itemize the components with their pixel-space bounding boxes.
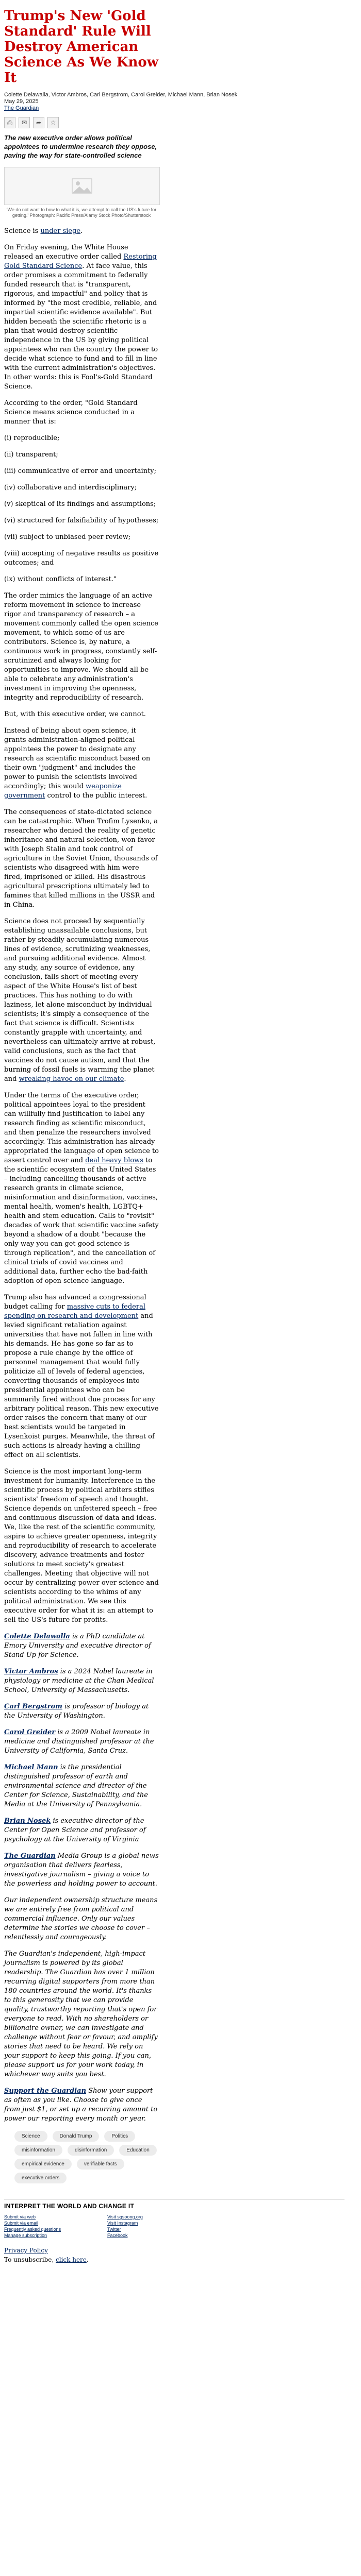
paragraph: [4, 243, 159, 392]
author-bio: [4, 1728, 159, 1756]
paragraph: [4, 450, 159, 460]
article-title[interactable]: Trump's New 'Gold Standard' Rule Will Destroy American Science As We Know It: [4, 8, 159, 86]
author-bios: [4, 1632, 314, 1844]
paragraph-text: (ix) without conflicts of interest.": [4, 575, 117, 583]
paragraph-text: (viii) accepting of negative results as positive outcomes; and: [4, 550, 159, 567]
footer-link[interactable]: Frequently asked questions: [4, 2227, 61, 2232]
bio-name-link[interactable]: Michael Mann: [4, 1764, 58, 1771]
paragraph-text: But, with this executive order, we cannot.: [4, 710, 146, 718]
paragraph-text: The order mimics the language of an active reform movement in science to increase rigor and transparency of research – a movement commonly called the open science movement, to which some of us are contributors. Science is, by nature, a continuous work in progress, constantly self-scrutinized and always looking for opportunities to improve. We should all be able to celebrate any administration's investment in improving the openness, integrity and reproducibility of research.: [4, 592, 158, 702]
paragraph-text: .: [124, 1075, 126, 1083]
inline-link[interactable]: wreaking havoc on our climate: [19, 1075, 124, 1083]
tag-pill[interactable]: Donald Trump: [53, 2131, 100, 2142]
tag-pill[interactable]: disinformation: [68, 2145, 114, 2156]
tag-pill[interactable]: empirical evidence: [14, 2159, 72, 2170]
author-bio: [4, 1667, 159, 1695]
paragraph-text: (v) skeptical of its findings and assumptions;: [4, 500, 156, 508]
guardian-pitch: [4, 1852, 314, 2124]
paragraph-text: control to the public interest.: [45, 792, 147, 800]
tag-pill[interactable]: misinformation: [14, 2145, 62, 2156]
bio-name-link[interactable]: Carol Greider: [4, 1728, 56, 1736]
footer-link[interactable]: Visit sgsoong.org: [107, 2214, 143, 2219]
pitch-paragraph: [4, 1852, 159, 1889]
footer-link[interactable]: Submit via email: [4, 2221, 39, 2226]
paragraph-text: (vi) structured for falsifiability of hypotheses;: [4, 517, 159, 524]
print-icon[interactable]: ⎙: [4, 117, 15, 128]
pitch-paragraph: [4, 1896, 159, 1942]
author-bio: [4, 1632, 159, 1660]
paragraph: [4, 710, 159, 719]
bookmark-icon[interactable]: ☆: [47, 117, 59, 128]
paragraph: [4, 1293, 159, 1460]
inline-link[interactable]: Restoring Gold Standard Science: [4, 253, 157, 270]
paragraph-text: Science does not proceed by sequentially establishing unassailable conclusions, but rather by steadily accumulating numerous lines of evidence, scrutinizing weaknesses, and pursuing additional evidence. Almost any study, any source of evidence, any conclusion, falls short of meeting every aspect of the White House's list of best practices. This has nothing to do with laziness, let alone misconduct by individual scientists; it's simply a consequence of the fact that science is difficult. Scientists constantly grapple with uncertainty, and nevertheless can ultimately arrive at robust, valid conclusions, such as the fact that vaccines do not cause autism, and that the burning of fossil fuels is warming the planet and: [4, 918, 156, 1083]
paragraph-text: On Friday evening, the White House released an executive order called: [4, 244, 128, 261]
hero-image: [4, 167, 160, 205]
paragraph-text: Science is: [4, 227, 41, 235]
paragraph: [4, 227, 159, 236]
bio-text: is a 2009 Nobel laureate in medicine and distinguished professor at the University of California, Santa Cruz.: [4, 1728, 154, 1755]
paragraph: [4, 726, 159, 801]
pitch-text: The Guardian's independent, high-impact journalism is powered by its global readership. The Guardian has over 1 million recurring digital supporters from more than 180 countries around the world. It's thanks to this generosity that we can provide quality, trustworthy reporting that's open for everyone to read. With no shareholders or billionaire owner, we can investigate and challenge without fear or favour, and amplify stories that need to be heard. We rely on your support to keep this going. If you can, please support us for your work today, in whichever way suits you best.: [4, 1950, 158, 2078]
paragraph-text: (i) reproducible;: [4, 434, 60, 442]
bio-text: is a 2024 Nobel laureate in physiology or medicine at the Chan Medical School, University of Massachusetts.: [4, 1668, 154, 1694]
paragraph-text: . At face value, this order promises a commitment to federally funded research that is "transparent, rigorous, and impactful" and policy that is informed by "the most credible, reliable, and impartial scientific evidence available". But hidden beneath the scientific rhetoric is a plan that would destroy scientific independence in the US by giving political appointees who ran the country the power to decide what science to fund and to fill in line with the current administration's objectives. In other words: this is Fool's-Gold Standard Science.: [4, 262, 158, 391]
paragraph: [4, 549, 159, 568]
pitch-paragraph: [4, 1950, 159, 2079]
bio-text: is executive director of the Center for Open Science and professor of psychology at the University of Virginia: [4, 1817, 146, 1843]
unsubscribe-text: To unsubscribe,: [4, 2256, 56, 2263]
paragraph-text: Under the terms of the executive order, political appointees loyal to the president can willfully find justification to label any research finding as scientific misconduct, and then penalize the researchers involved accordingly. This administration has already appropriated the language of open science to assert control over and: [4, 1092, 159, 1164]
bio-name-link[interactable]: Carl Bergstrom: [4, 1703, 62, 1710]
pitch-link[interactable]: The Guardian: [4, 1852, 56, 1860]
pitch-text: Media Group is a global news organisation that delivers fearless, investigative journalism – giving a voice to the powerless and holding power to account.: [4, 1852, 159, 1888]
paragraph-text: According to the order, "Gold Standard Science means science conducted in a manner that is:: [4, 399, 138, 426]
inline-link[interactable]: deal heavy blows: [85, 1157, 143, 1164]
unsubscribe-link[interactable]: click here: [56, 2256, 87, 2263]
paragraph-text: The consequences of state-dictated science can be catastrophic. When Trofim Lysenko, a researcher who denied the reality of genetic inheritance and natural selection, won favor with Joseph Stalin and took control of agriculture in the Soviet Union, thousands of scientists who disagreed with him were fired, imprisoned or killed. His disastrous agricultural prescriptions ultimately led to famines that killed millions in the USSR and in China.: [4, 808, 158, 909]
paragraph-text: (ii) transparent;: [4, 451, 58, 459]
share-icons: [4, 117, 314, 128]
footer: [0, 2199, 361, 2239]
bio-text: is professor of biology at the University of Washington.: [4, 1703, 149, 1720]
inline-link[interactable]: massive cuts to federal spending on research and development: [4, 1303, 145, 1320]
paragraph: [4, 483, 159, 493]
footer-heading: INTERPRET THE WORLD AND CHANGE IT: [4, 2202, 135, 2210]
share-icon[interactable]: ➦: [33, 117, 44, 128]
image-caption: 'We do not want to bow to what it is, we attempt to call the US's future for getting.' Photograph: Pacific Press/Alamy Stock Photo/Shutterstock: [6, 207, 157, 218]
paragraph: [4, 500, 159, 509]
paragraph-text: Science is the most important long-term investment for humanity. Interference in the scientific process by political arbiters stifles scientists' freedom of speech and thought. Science depends on unfettered speech – free and continuous discussion of data and ideas. We, like the rest of the scientific community, aspire to achieve greater openness, integrity and reproducibility of research to accelerate discovery, advance treatments and foster solutions to meet society's greatest challenges. Meeting that objective will not occur by centralizing power over science and scientists according to the whims of any political administration. We see this executive order for what it is: an attempt to sell the US's future for profits.: [4, 1468, 159, 1624]
paragraph: [4, 399, 159, 427]
unsubscribe-line: [4, 2255, 357, 2264]
byline: [4, 92, 314, 112]
image-placeholder-icon: [72, 178, 92, 194]
tag-pill[interactable]: Politics: [104, 2131, 135, 2142]
footer-col-2: [107, 2214, 190, 2239]
paragraph: [4, 591, 159, 703]
author-bio: [4, 1702, 159, 1721]
paragraph: [4, 808, 159, 910]
paragraph: [4, 434, 159, 443]
paragraph: [4, 917, 159, 1084]
paragraph-text: Instead of being about open science, it grants administration-aligned political appointees the power to designate any research as scientific misconduct based on their own "judgment" and includes the power to punish the scientists involved accordingly; this would: [4, 727, 151, 790]
email-icon[interactable]: ✉: [19, 117, 30, 128]
author-bio: [4, 1763, 159, 1809]
tag-list: [14, 2131, 169, 2183]
authors: Colette Delawalla, Victor Ambros, Carl Bergstrom, Carol Greider, Michael Mann, Brian Nosek: [4, 92, 238, 98]
paragraph-text: and levied significant retaliation against universities that have not fallen in line with his demands. He has gone so far as to propose a rule change by the office of personnel management that would fully politicize all of levels of federal agencies, converting thousands of employees into presidential appointees who can be summarily fired without due process for any arbitrary political reason. This new executive order raises the concern that many of our best scientists would be targeted in Lysenkoist purges. Meanwhile, the threat of such actions is already having a chilling effect on all scientists.: [4, 1312, 159, 1459]
date: May 29, 2025: [4, 98, 39, 105]
footer-col-1: [4, 2214, 87, 2239]
author-bio: [4, 1817, 159, 1844]
privacy-policy-link[interactable]: Privacy Policy: [4, 2247, 48, 2254]
tag-pill[interactable]: executive orders: [14, 2173, 67, 2183]
paragraph: [4, 516, 159, 526]
paragraph: [4, 575, 159, 584]
footer-link[interactable]: Manage subscription: [4, 2233, 47, 2238]
article-body: [4, 227, 314, 1625]
bio-name-link[interactable]: Brian Nosek: [4, 1817, 51, 1825]
paragraph-text: (iii) communicative of error and uncertainty;: [4, 467, 157, 475]
paragraph: [4, 467, 159, 476]
footer-link[interactable]: Twitter: [107, 2227, 121, 2232]
bio-text: is the presidential distinguished professor of earth and environmental science and director of the Center for Science, Sustainability, and the Media at the University of Pennsylvania.: [4, 1764, 148, 1808]
standfirst: The new executive order allows political appointees to undermine research they oppose, paving the way for state-controlled science: [4, 134, 157, 159]
inline-link[interactable]: weaponize government: [4, 783, 122, 800]
bio-name-link[interactable]: Colette Delawalla: [4, 1633, 70, 1640]
footer-link[interactable]: Visit Instagram: [107, 2221, 138, 2226]
bio-name-link[interactable]: Victor Ambros: [4, 1668, 58, 1675]
footer-link[interactable]: Facebook: [107, 2233, 128, 2238]
paragraph: [4, 1091, 159, 1286]
paragraph-text: to the scientific ecosystem of the United States – including cancelling thousands of active research grants in climate science, misinformation and disinformation, vaccines, mental health, women's health, LGBTQ+ health and stem education. Calls to "revisit" decades of work that scientific vaccine safety beyond a shadow of a doubt "because the only way you can get good science is through replication", and the cancellation of clinical trials of covid vaccines and additional data, further echo the bad-faith adoption of open science language.: [4, 1157, 159, 1285]
paragraph: [4, 533, 159, 542]
pitch-paragraph: [4, 2087, 159, 2124]
paragraph-text: (vii) subject to unbiased peer review;: [4, 533, 131, 541]
paragraph-text: Trump also has advanced a congressional budget calling for: [4, 1294, 146, 1311]
pitch-text: Our independent ownership structure means we are entirely free from political and commercial influence. Only our values determine the stories we choose to cover – relentlessly and courageously.: [4, 1896, 158, 1941]
paragraph-text: .: [80, 227, 83, 235]
pitch-text: Show your support as often as you like. Choose to give once from just $1, or set up a recurring amount to power our reporting every month or year.: [4, 2087, 158, 2123]
tag-pill[interactable]: verifiable facts: [77, 2159, 124, 2170]
bottom-links: [0, 2239, 361, 2264]
tag-pill[interactable]: Education: [119, 2145, 156, 2156]
pitch-link[interactable]: Support the Guardian: [4, 2087, 87, 2095]
inline-link[interactable]: under siege: [40, 227, 81, 235]
paragraph: [4, 1467, 159, 1625]
source-link[interactable]: The Guardian: [4, 105, 39, 111]
paragraph-text: (iv) collaborative and interdisciplinary;: [4, 484, 137, 492]
footer-link[interactable]: Submit via web: [4, 2214, 36, 2219]
bio-text: is a PhD candidate at Emory University and executive director of Stand Up for Science.: [4, 1633, 151, 1659]
tag-pill[interactable]: Science: [14, 2131, 47, 2142]
unsubscribe-end: .: [86, 2256, 89, 2263]
